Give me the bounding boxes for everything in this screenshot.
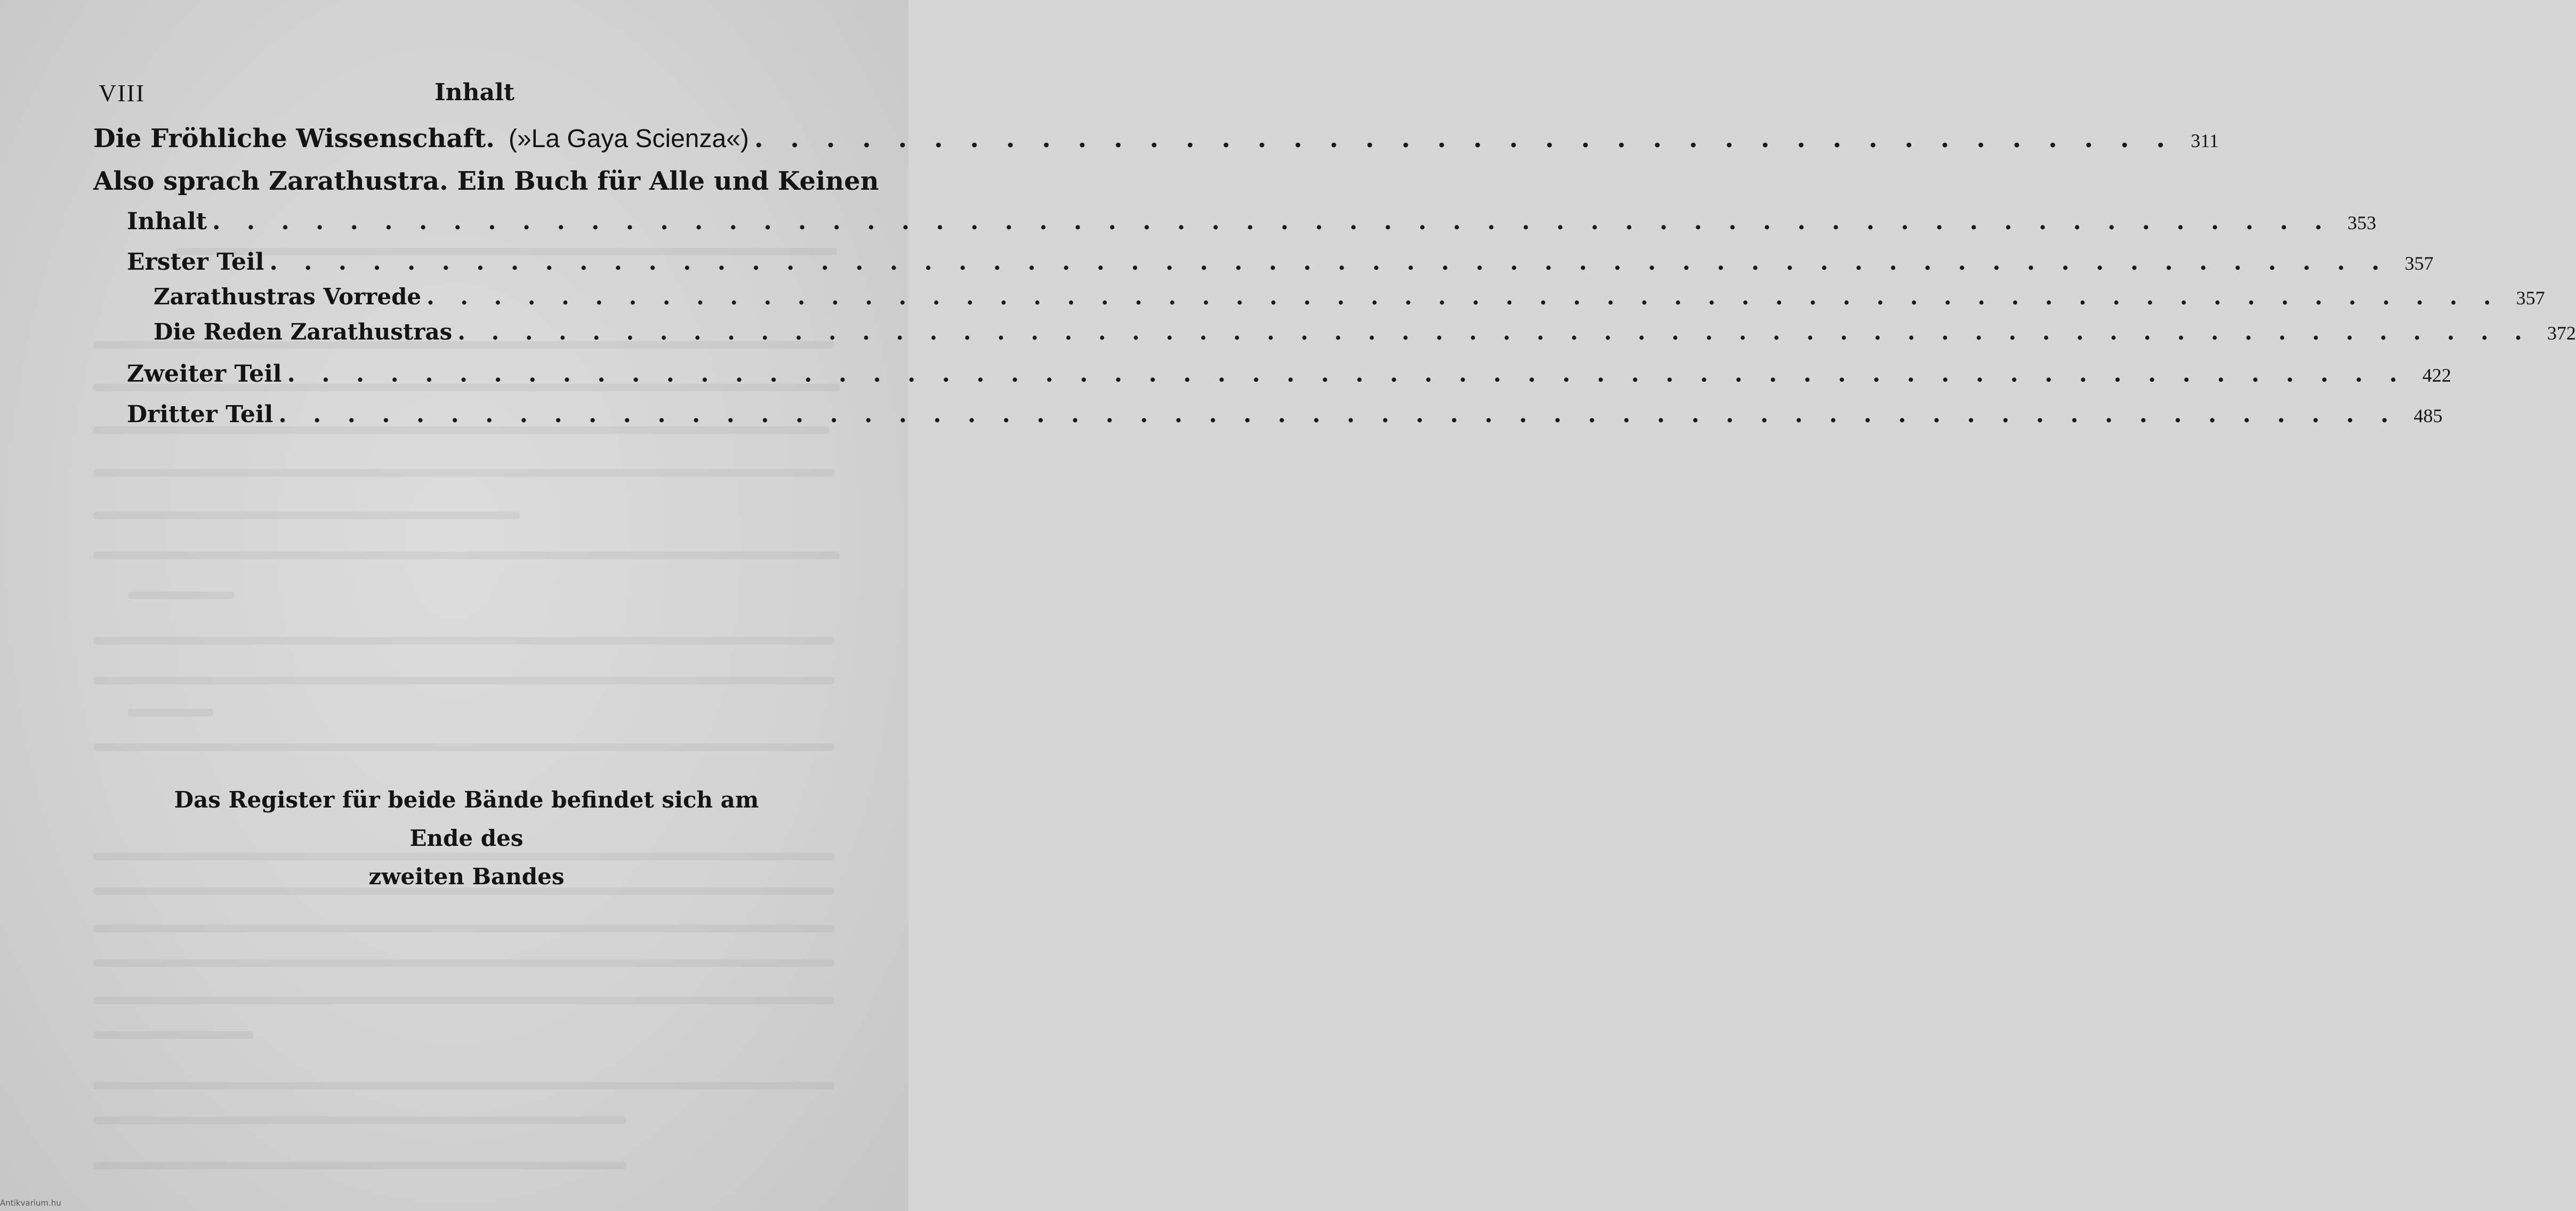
toc-entry-subtitle: (»La Gaya Scienza«) [508,125,749,153]
dot-leader: . . . . . . . . . . . . . . . . . . . . . . . . . . . . . . . . . . . . . . . . . . . . . . . . . . . . . . . . . . . . . . [457,319,2531,345]
toc-entry [93,124,2219,154]
toc-entry-title: Die Reden Zarathustras [154,319,453,345]
toc-entry-page: 372 [2547,322,2576,344]
toc-entry [127,248,2434,276]
dot-leader: . . . . . . . . . . . . . . . . . . . . . . . . . . . . . . . . . . . . . . . . . . . . . . . . . . . . . . . . . . . . . . [287,360,2406,387]
toc-entry [93,166,879,196]
toc-entry [127,401,2443,428]
toc-entry-page: 357 [2404,253,2434,274]
toc-entry-page: 311 [2191,130,2219,151]
toc-entry-title: Zweiter Teil [127,360,282,387]
toc-entry-title: Also sprach Zarathustra. Ein Buch für Alle und Keinen [93,166,879,196]
toc-entry-title: Erster Teil [127,248,264,276]
running-head: Inhalt [434,79,515,106]
dot-leader: . . . . . . . . . . . . . . . . . . . . . . . . . . . . . . . . . . . . . . . . . . . . . . . . . . . . . . . . . . . . . . [212,208,2332,235]
dot-leader: . . . . . . . . . . . . . . . . . . . . . . . . . . . . . . . . . . . . . . . . . . . . . . . . . . . . . . . . . . . . . . [426,284,2500,310]
toc-entry-title: Dritter Teil [127,401,273,428]
toc-entry [154,319,2576,345]
toc-entry-page: 485 [2413,405,2443,426]
toc-entry-title: Inhalt [127,208,207,235]
dot-leader: . . . . . . . . . . . . . . . . . . . . . . . . . . . . . . . . . . . . . . . . [754,124,2175,154]
toc-entry-title: Die Fröhliche Wissenschaft. [93,124,495,154]
register-note-line: Das Register für beide Bände befindet sich am Ende des [174,787,759,851]
page-number: VIII [99,79,146,107]
register-note [149,781,784,896]
toc-entry-page: 357 [2516,287,2545,309]
watermark: Antikvarium.hu [0,1198,61,1208]
dot-leader: . . . . . . . . . . . . . . . . . . . . . . . . . . . . . . . . . . . . . . . . . . . . . . . . . . . . . . . . . . . . . . [269,248,2389,276]
dot-leader: . . . . . . . . . . . . . . . . . . . . . . . . . . . . . . . . . . . . . . . . . . . . . . . . . . . . . . . . . . . . . . [278,401,2398,428]
register-note-line: zweiten Bandes [368,863,565,890]
toc-entry [127,208,2377,235]
toc-entry-page: 422 [2422,365,2451,386]
page-header [99,79,845,111]
toc-entry [127,360,2451,387]
toc-entry-page: 353 [2347,212,2377,233]
toc-entry [154,284,2545,310]
toc-entry-title: Zarathustras Vorrede [154,284,422,310]
